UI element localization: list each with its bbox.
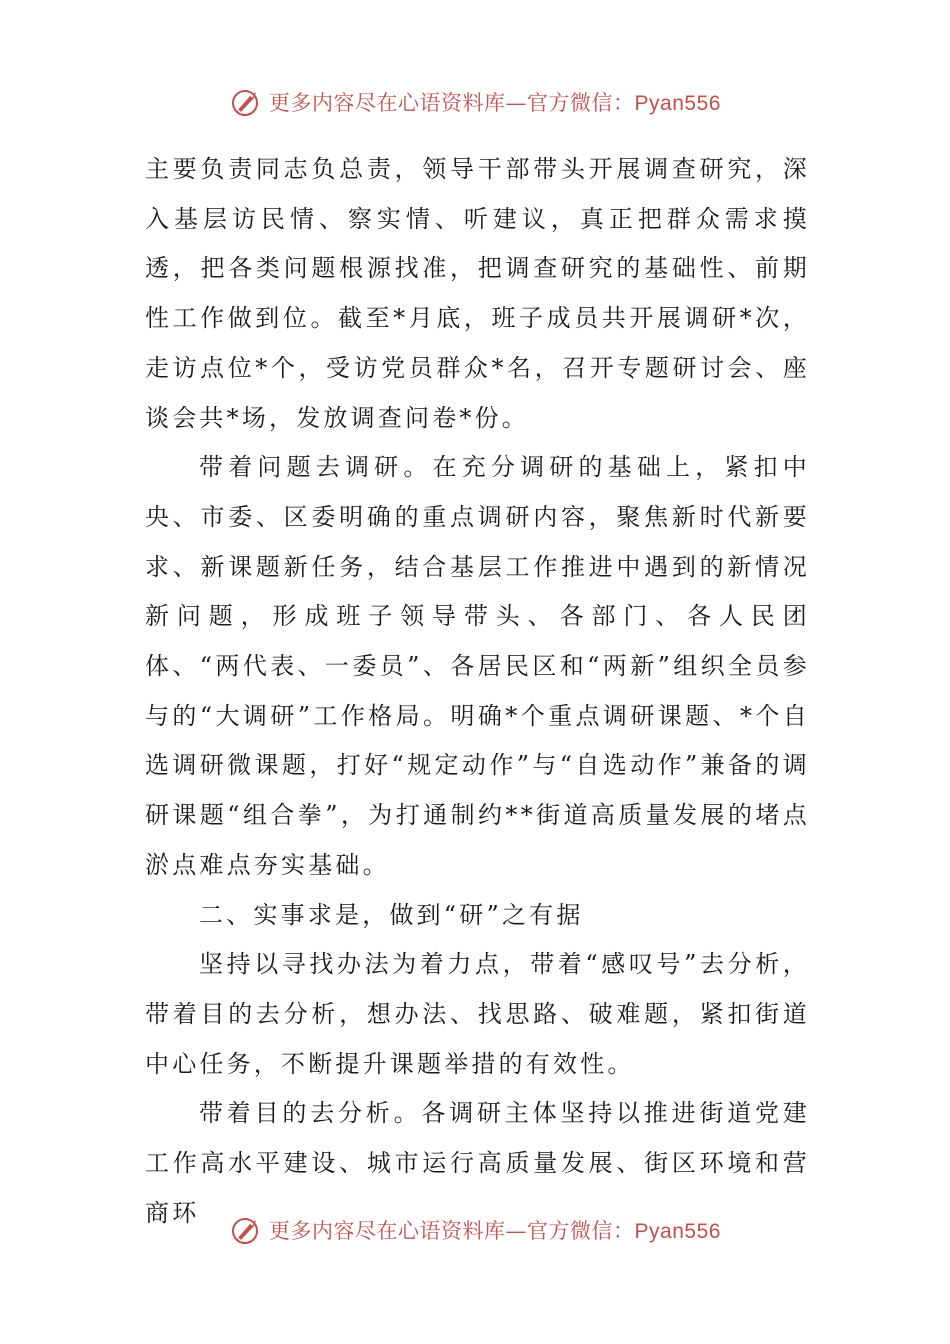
- pen-nib-icon: [229, 84, 265, 120]
- section-heading: 二、实事求是，做到“研”之有据: [199, 900, 584, 929]
- body-paragraph: 带着目的去分析。各调研主体坚持以推进街道党建工作高水平建设、城市运行高质量发展、街区环境和营商环: [145, 1099, 810, 1227]
- watermark-text: 更多内容尽在心语资料库—官方微信：Pyan556: [269, 91, 721, 115]
- watermark-text: 更多内容尽在心语资料库—官方微信：Pyan556: [269, 1219, 721, 1243]
- body-paragraph: 主要负责同志负总责，领导干部带头开展调查研究，深入基层访民情、察实情、听建议，真正把群众需求摸透，把各类问题根源找准，把调查研究的基础性、前期性工作做到位。截至*月底，班子成员共开展调研*次，走访点位*个，受访党员群众*名，召开专题研讨会、座谈会共*场，发放调查问卷*份。: [145, 155, 810, 432]
- footer-watermark-banner: [0, 1210, 950, 1250]
- body-paragraph: 带着问题去调研。在充分调研的基础上，紧扣中央、市委、区委明确的重点调研内容，聚焦新时代新要求、新课题新任务，结合基层工作推进中遇到的新情况新问题，形成班子领导带头、各部门、各人民团体、“两代表、一委员”、各居民区和“两新”组织全员参与的“大调研”工作格局。明确*个重点调研课题、*个自选调研微课题，打好“规定动作”与“自选动作”兼备的调研课题“组合拳”，为打通制约**街道高质量发展的堵点淤点难点夯实基础。: [145, 453, 810, 879]
- document-body: [145, 145, 810, 1238]
- header-watermark-banner: [0, 82, 950, 122]
- body-paragraph: 坚持以寻找办法为着力点，带着“感叹号”去分析，带着目的去分析，想办法、找思路、破难题，紧扣街道中心任务，不断提升课题举措的有效性。: [145, 950, 810, 1078]
- pen-nib-icon: [229, 1212, 265, 1248]
